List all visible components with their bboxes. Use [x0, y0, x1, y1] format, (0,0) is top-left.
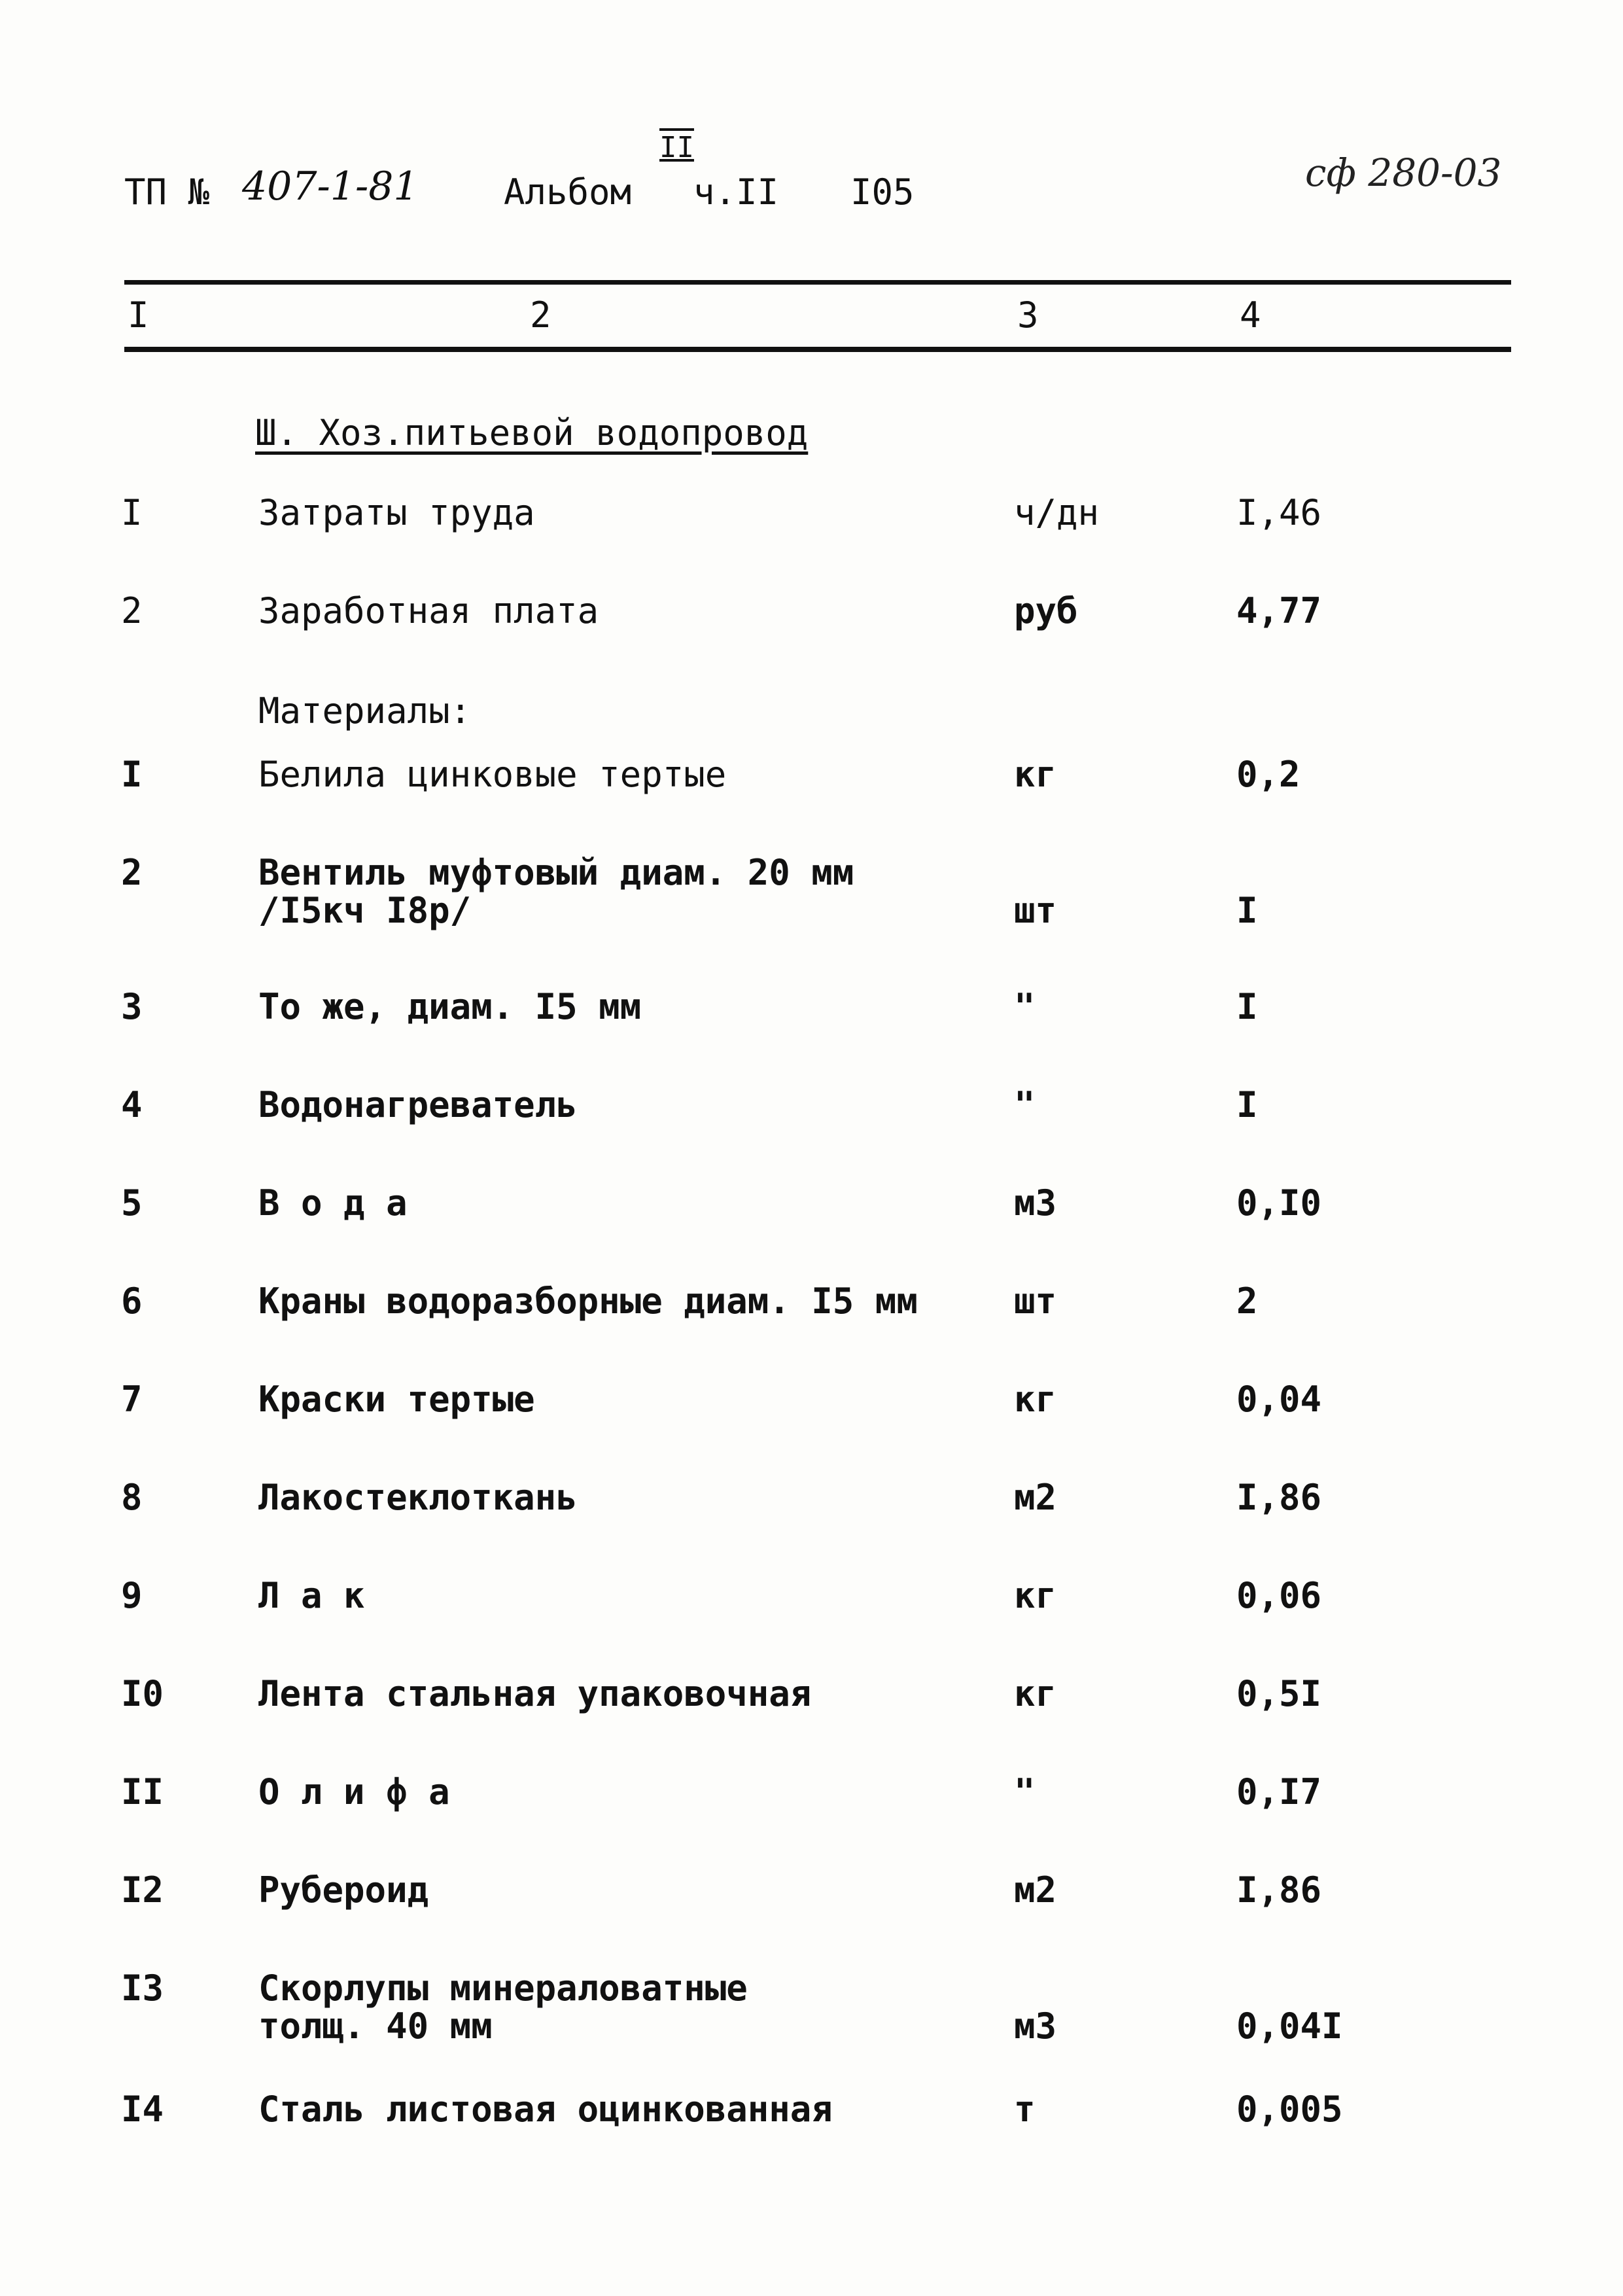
row-name: Краны водоразборные диам. I5 мм [258, 1280, 918, 1322]
row-unit: шт [1014, 1280, 1057, 1322]
row-value: 0,2 [1236, 754, 1300, 795]
row-value: 4,77 [1236, 590, 1322, 631]
row-value: 0,06 [1236, 1575, 1322, 1616]
row-value: I [1236, 890, 1258, 931]
row-number: 2 [121, 852, 143, 893]
tp-prefix: ТП № [124, 171, 210, 213]
stamp-code: сф 280-03 [1305, 150, 1502, 195]
row-value: 0,04 [1236, 1379, 1322, 1420]
column-header-2: 2 [530, 294, 551, 336]
row-number: I2 [121, 1869, 164, 1911]
row-unit: " [1014, 1084, 1036, 1125]
row-unit: кг [1014, 1379, 1057, 1420]
row-number: 2 [121, 590, 143, 631]
row-name: Краски тертые [258, 1379, 535, 1420]
row-name: Белила цинковые тертые [258, 754, 727, 795]
row-number: I0 [121, 1673, 164, 1714]
row-name: Сталь листовая оцинкованная [258, 2089, 833, 2130]
row-value: I,86 [1236, 1477, 1322, 1518]
part-label: ч.II [693, 171, 779, 213]
row-name: Л а к [258, 1575, 365, 1616]
column-header-3: 3 [1017, 294, 1039, 336]
row-name: То же, диам. I5 мм [258, 986, 642, 1027]
album-label: Альбом [504, 171, 632, 213]
row-unit: м2 [1014, 1869, 1057, 1911]
page-number: I05 [850, 171, 915, 213]
row-name-continued: /I5кч I8р/ [258, 890, 472, 931]
row-value: 2 [1236, 1280, 1258, 1322]
row-number: 4 [121, 1084, 143, 1125]
row-name: В о д а [258, 1182, 408, 1224]
row-number: I [121, 492, 143, 533]
row-number: 3 [121, 986, 143, 1027]
row-number: 6 [121, 1280, 143, 1322]
row-unit: ч/дн [1014, 492, 1100, 533]
row-unit: м3 [1014, 1182, 1057, 1224]
row-unit: руб [1014, 590, 1078, 631]
row-unit: м3 [1014, 2005, 1057, 2047]
row-name: Затраты труда [258, 492, 535, 533]
row-unit: кг [1014, 1673, 1057, 1714]
row-number: II [121, 1771, 164, 1812]
row-number: 5 [121, 1182, 143, 1224]
row-name: Лакостеклоткань [258, 1477, 578, 1518]
album-number: II [659, 131, 694, 164]
row-name: Скорлупы минераловатные [258, 1968, 748, 2009]
row-number: I4 [121, 2089, 164, 2130]
top-rule [124, 280, 1511, 285]
column-header-4: 4 [1240, 294, 1261, 336]
row-name: Вентиль муфтовый диам. 20 мм [258, 852, 854, 893]
row-value: 0,04I [1236, 2005, 1343, 2047]
row-value: I,46 [1236, 492, 1322, 533]
row-number: 7 [121, 1379, 143, 1420]
row-value: I [1236, 1084, 1258, 1125]
row-name: Водонагреватель [258, 1084, 578, 1125]
column-header-1: I [128, 294, 149, 336]
materials-label: Материалы: [258, 690, 472, 732]
row-number: I3 [121, 1968, 164, 2009]
row-name-continued: толщ. 40 мм [258, 2005, 493, 2047]
row-number: I [121, 754, 143, 795]
tp-number: 407-1-81 [242, 164, 419, 209]
row-unit: " [1014, 986, 1036, 1027]
row-number: 9 [121, 1575, 143, 1616]
row-value: 0,I7 [1236, 1771, 1322, 1812]
section-title: Ш. Хоз.питьевой водопровод [255, 412, 809, 453]
row-value: 0,I0 [1236, 1182, 1322, 1224]
row-name: Лента стальная упаковочная [258, 1673, 812, 1714]
header-bottom-rule [124, 347, 1511, 352]
row-unit: " [1014, 1771, 1036, 1812]
row-value: I,86 [1236, 1869, 1322, 1911]
row-number: 8 [121, 1477, 143, 1518]
row-name: Рубероид [258, 1869, 429, 1911]
row-value: 0,005 [1236, 2089, 1343, 2130]
row-value: 0,5I [1236, 1673, 1322, 1714]
row-unit: т [1014, 2089, 1036, 2130]
row-name: О л и ф а [258, 1771, 450, 1812]
row-unit: шт [1014, 890, 1057, 931]
row-value: I [1236, 986, 1258, 1027]
row-name: Заработная плата [258, 590, 599, 631]
row-unit: кг [1014, 754, 1057, 795]
row-unit: кг [1014, 1575, 1057, 1616]
row-unit: м2 [1014, 1477, 1057, 1518]
